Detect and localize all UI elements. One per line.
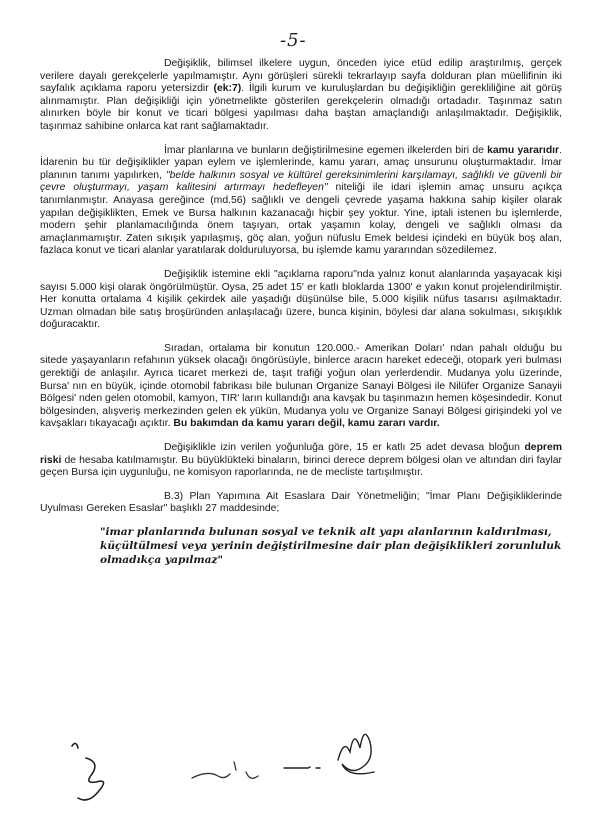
text-run: de hesaba katılmamıştır. Bu büyüklükteki binaların, birinci derece deprem bölgesi olan ve altından diri faylar geçen Bursa için uygunluğu, ne komisyon raporlarında, ne de mecliste tartışılmıştır. xyxy=(40,454,562,479)
text-run: B.3) Plan Yapımına Ait Esaslara Dair Yönetmeliğin; "İmar Planı Değişikliklerinde Uyulması Gereken Esaslar" başlıklı 27 maddesinde; xyxy=(40,490,562,515)
text-run: . İlgili kurum ve kuruluşlardan bu değişikliğin gerekliliğine ait görüş alınmamıştır. Plan değişikliği için yönetmelikte gösterilen gerekçelerin olmadığı ortadadır. Taşınmaz satın alınırken böyle bir konut ve ticari bölgesi yapılması daha baştan amaçlandığı anlaşılmaktadır. Değişiklik, taşınmaz sahibine onlarca kat rant sağlamaktadır. xyxy=(40,83,562,132)
handwritten-initial-left xyxy=(66,738,126,808)
page-number: -5- xyxy=(280,30,307,51)
paragraph-6 xyxy=(40,491,562,516)
text-run: Sıradan, ortalama bir konutun 120.000.- Amerikan Doları' ndan pahalı olduğu bu sitede yaşayanların refahının yüksek olacağı öngörüsüyle, binlerce aracın hareket edeceği, otopark yeri bulması gerektiği de anlaşılır. Ayrıca ticaret merkezi de, taşıt trafiği yoğun olan yerlerdendir. Mudanya yolu üzerinde, Bursa' nın en büyük, içinde otomobil fabrikası bile bulunan Organize Sanayi Bölgesi ile Nilüfer Organize Sanayii Bölgesi' nden gelen otomobil, kamyon, TIR' ların kullandığı ana kavşak bu taşınmazın hemen köşesindedir. Konut bölgesinden, alışveriş merkezinden gelen ek yükün, Mudanya yolu ve Organize Sanayi Bölgesi girişindeki yol ve kavşakları tıkayacağı açıktır. xyxy=(40,342,562,430)
document-body xyxy=(40,58,562,567)
handwritten-mark-center xyxy=(188,752,268,792)
paragraph-2 xyxy=(40,145,562,258)
paragraph-5 xyxy=(40,442,562,480)
text-run: İmar planlarına ve bunların değiştirilmesine egemen ilkelerden biri de xyxy=(164,144,488,156)
text-run: niteliği ile idari işlemin amaç unsuru açıkça tanımlanmıştır. Anayasa gereğince (md.56) sağlıklı ve dengeli çevrede yaşama hakkına sahip kişiler olarak yapılan değişiklikten, Emek ve Bursa halkının kazanacağı hiçbir şey yoktur. Yine, iptali istenen bu işlemlerde, modern şehir planlamacılığında önem taşıyan, ortak yaşamın kolay, dengeli ve sağlıklı olması da amaçlanmamıştır. Zaten sıkışık yapılaşmış, göç alan, yoğun nüfuslu Emek beldesi içindeki en büyük boş alan, fazlaca konut ve ticari alanlar yaratılarak dolduruluyorsa, bu işlemde kamu yararından sözedilemez. xyxy=(40,182,563,257)
text-run: (ek:7) xyxy=(213,83,242,95)
text-run: kamu yararıdır xyxy=(487,144,560,156)
text-run: Değişiklik, bilimsel ilkelere uygun, önceden iyice etüd edilip araştırılmış, gerçek verilere dayalı gerekçelerle yapılmamıştır. Aynı görüşleri sürekli tekrarlayıp sayfa dolduran plan müellifinin iki sayfalık açıklama raporu yetersizdir xyxy=(40,58,562,95)
regulation-quote: "imar planlarında bulunan sosyal ve teknik alt yapı alanlarının kaldırılması, küçültülmesi veya yerinin değiştirilmesine dair plan değişiklikleri zorunluluk olmadıkça yapılmaz" xyxy=(100,526,562,566)
text-run: Değişiklikle izin verilen yoğunluğa göre, 15 er katlı 25 adet devasa bloğun xyxy=(164,442,525,454)
text-run: . İdarenin bu tür değişiklikler yapan eylem ve işlemlerinde, kamu yararı, amaç unsurunu oluşturmaktadır. İmar planının tanımı yapılırken, xyxy=(40,144,562,181)
paragraph-1 xyxy=(40,58,562,134)
paragraph-3 xyxy=(40,269,562,332)
text-run: deprem riski xyxy=(40,442,562,466)
text-run: Bu bakımdan da kamu yararı değil, kamu zararı vardır. xyxy=(173,418,440,430)
handwritten-signature-right xyxy=(278,718,388,788)
paragraph-4 xyxy=(40,343,562,431)
text-run: "belde halkının sosyal ve kültürel gereksinimlerini karşılamayı, sağlıklı ve güvenli bir çevre oluşturmayı, yaşam kalitesini artırmayı hedefleyen" xyxy=(40,169,562,194)
text-run: Değişiklik istemine ekli "açıklama raporu"nda yalnız konut alanlarında yaşayacak kişi sayısı 5.000 kişi olarak öngörülmüştür. Oysa, 25 adet 15' er katlı bloklarda 1300' e yakın konut projelendirilmiştir. Her konutta ortalama 4 kişilik çekirdek aile yaşadığı düşünülse bile, 5.000 kişilik nüfus tasarısı aşılmaktadır. Uzman olmadan bile satış broşüründen anlaşılacağı üzere, bunca kişinin, böylesi dar alana sokulması, sıkışıklık doğuracaktır. xyxy=(40,268,562,331)
